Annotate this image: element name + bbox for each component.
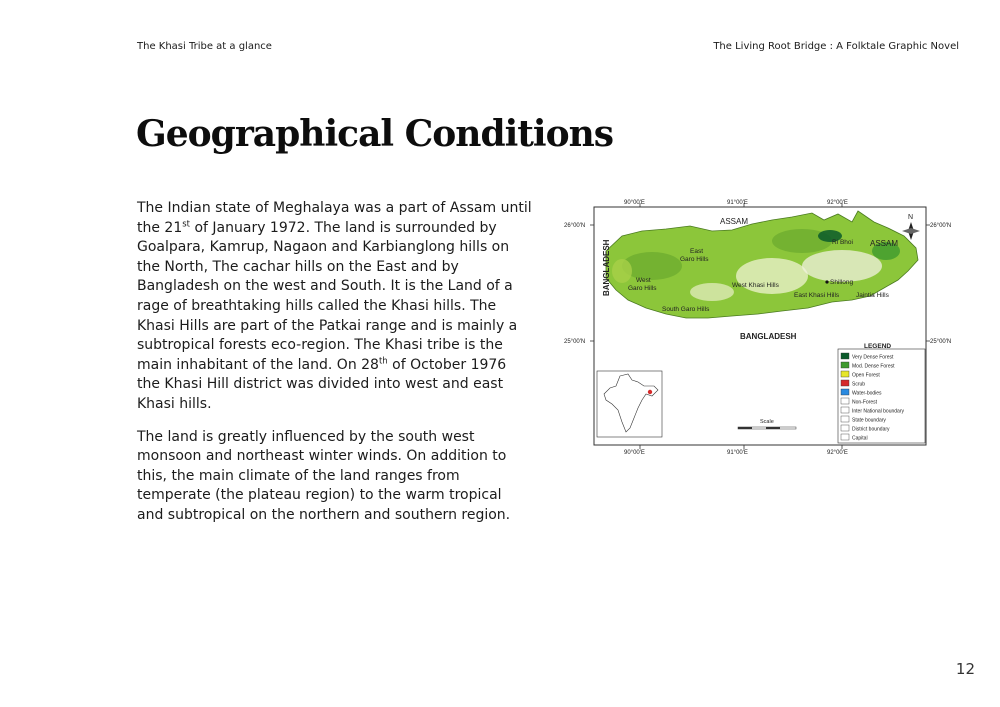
label-bangladesh-left: BANGLADESH [602,239,611,296]
legend-label: Non-Forest [852,399,878,406]
legend-swatch [841,434,849,440]
label-assam-right: ASSAM [870,239,899,248]
coord-top-3: 92°00'E [827,200,848,206]
india-inset-map [597,371,662,437]
label-bangladesh-bottom: BANGLADESH [740,332,797,341]
legend-label: Scrub [852,381,866,388]
label-jaintia: Jaintia Hills [856,292,889,299]
legend-swatch [841,353,849,359]
paragraph-2: The land is greatly influenced by the south west monsoon and northeast winter winds. On addition to this, the main climate of the land ranges from temperate (the plateau region) to the warm tropical and subtropical on the northern and southern region. [137,428,511,523]
legend-swatch [841,407,849,413]
legend-swatch [841,416,849,422]
label-shillong: Shillong [830,279,854,286]
running-header-right: The Living Root Bridge : A Folktale Graphic Novel [713,41,959,52]
label-west-garo-2: Garo Hills [628,285,657,292]
paragraph-1: The Indian state of Meghalaya was a part of Assam until the 21st of January 1972. The land is surrounded by Goalpara, Kamrup, Nagaon and Karbianglong hills on the North, The cachar hills on the East and by Bangladesh on the west and South. It is the Land of a rage of breathtaking hills called the Khasi hills. The Khasi Hills are part of the Patkai range and is mainly a subtropical forests eco-region. The Khasi tribe is the main inhabitant of the land. On 28th of October 1976 the Khasi Hill district was divided into west and east Khasi hills. [137,200,532,412]
coord-top-1: 90°00'E [624,200,645,206]
label-south-garo: South Garo Hills [662,306,710,313]
legend-label: State boundary [852,417,886,424]
body-text [137,199,532,539]
legend-swatch [841,362,849,368]
legend-swatch [841,371,849,377]
capital-marker [825,280,828,283]
label-assam-top: ASSAM [720,217,749,226]
legend-label: Water-bodies [852,390,882,397]
legend-label: District boundary [852,426,890,433]
legend-swatch [841,389,849,395]
label-ri-bhoi: Ri Bhoi [832,239,853,246]
legend-swatch [841,398,849,404]
coord-right-2: 25°00'N [930,339,952,345]
coord-bottom-2: 91°00'E [727,450,748,456]
running-header-left: The Khasi Tribe at a glance [137,41,272,52]
label-west-khasi: West Khasi Hills [732,282,779,289]
label-north: N [908,214,914,221]
label-scale: Scale [760,419,774,425]
legend-swatch [841,380,849,386]
coord-bottom-3: 92°00'E [827,450,848,456]
label-east-garo-2: Garo Hills [680,256,709,263]
page-title: Geographical Conditions [136,113,614,155]
label-east-khasi: East Khasi Hills [794,292,840,299]
legend-label: Open Forest [852,372,880,379]
legend-label: Inter National boundary [852,408,904,415]
label-east-garo: East [690,248,704,255]
legend-label: Mod. Dense Forest [852,363,895,370]
coord-top-2: 91°00'E [727,200,748,206]
legend-label: Capital [852,435,868,442]
coord-right-1: 26°00'N [930,223,952,229]
page-number: 12 [955,660,975,678]
label-west-garo: West [636,277,651,284]
coord-bottom-1: 90°00'E [624,450,645,456]
legend-title: LEGEND [864,343,892,350]
legend-swatch [841,425,849,431]
meghalaya-forest-map [562,196,962,458]
map-legend [838,343,925,443]
coord-left-2: 25°00'N [564,339,586,345]
coord-left-1: 26°00'N [564,223,586,229]
legend-label: Very Dense Forest [852,354,894,361]
